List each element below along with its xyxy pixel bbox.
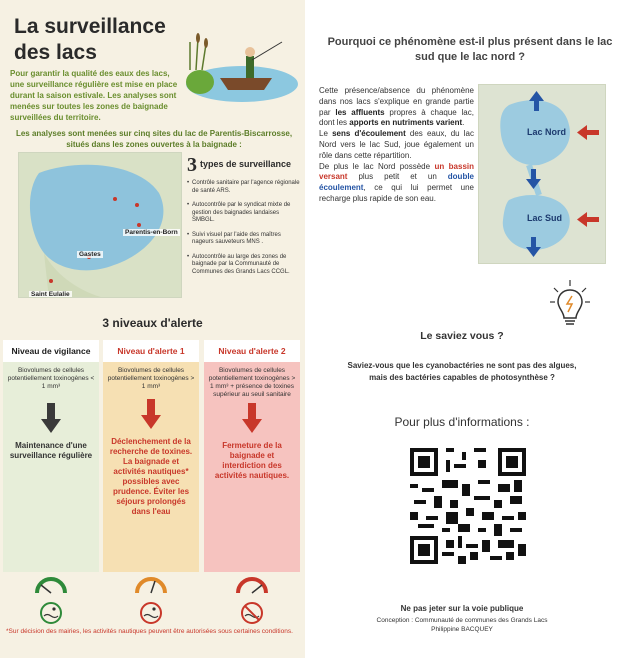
text-fragment: Cette présence/absence du phénomène dans nos lacs s'explique en grande partie par (319, 86, 474, 117)
intro-text: Pour garantir la qualité des eaux des lacs, une surveillance régulière est mise en place durant la saison estivale. Les analyses sont menées sur toutes les zones de baignade surveillées du territoire. (10, 69, 178, 122)
alert-1-icons (103, 573, 199, 627)
level-description: Biovolumes de cellules potentiellement toxinogènes < 1 mm³ (7, 367, 95, 390)
text-fragment: De plus le lac Nord possède (319, 161, 435, 171)
level-vigilance-card (3, 340, 99, 572)
map-label-gastes: Gastes (79, 251, 101, 258)
arrow-down-icon (41, 403, 61, 433)
more-info-title: Pour plus d'informations : (394, 415, 530, 429)
footnote: *Sur décision des mairies, les activités nautiques peuvent être autorisées sous certaines conditions. (6, 628, 293, 635)
level-result: Maintenance d'une surveillance régulière (9, 441, 93, 460)
lakes-flow-map-drawing (479, 85, 606, 264)
lake-map (18, 152, 182, 298)
arrow-down-icon (141, 399, 161, 429)
text-fragment: des eaux, du lac Nord vers le lac Sud, joue également un rôle dans cette répartition. (319, 129, 475, 160)
footer-notice: Ne pas jeter sur la voie publique (400, 604, 524, 613)
lake-map-drawing (19, 153, 182, 298)
list-item: • Suivi visuel par l'aide des maîtres nageurs sauveteurs MNS . (187, 232, 302, 247)
level-result: Déclenchement de la recherche de toxines. La baignade et activités nautiques* possibles avec prudence. Éviter les séjours prolongés dans l'eau (109, 437, 193, 516)
level-description: Biovolumes de cellules potentiellement toxinogènes > 1 mm³ (107, 367, 195, 390)
types-list (187, 180, 302, 283)
explanation-text (319, 86, 474, 205)
map-label-parentis: Parentis-en-Born (125, 229, 178, 236)
left-panel (0, 0, 305, 658)
text-fragment: . (462, 118, 465, 128)
gauge-medium-icon (137, 579, 165, 593)
page-title (14, 14, 166, 66)
level-heading: Niveau de vigilance (3, 340, 99, 362)
swimming-allowed-icon (41, 603, 61, 623)
text-emphasis-red: un bassin versant (319, 161, 475, 182)
list-item: • Autocontrôle par le syndicat mixte de gestion des baignades landaises SMBGL. (187, 202, 302, 225)
level-result: Fermeture de la baignade et interdiction des activités nautiques. (214, 441, 290, 480)
list-item: • Contrôle sanitaire par l'agence régionale de santé ARS. (187, 180, 302, 195)
types-title: types de surveillance (200, 159, 292, 169)
sites-text: Les analyses sont menées sur cinq sites du lac de Parentis-Biscarrosse, situés dans les zones ouvertes à la baignade : (15, 129, 293, 149)
map-label-lac-nord: Lac Nord (527, 127, 567, 137)
gauge-low-icon (37, 579, 65, 593)
map-label-lac-sud: Lac Sud (527, 213, 563, 223)
lightbulb-icon (550, 280, 590, 330)
text-emphasis: apports en nutriments varient (349, 118, 463, 128)
text-fragment: Le (319, 129, 333, 139)
did-you-know-text: Saviez-vous que les cyanobactéries ne sont pas des algues, mais des bactéries capables de photosynthèse ? (347, 361, 577, 382)
arrow-down-icon (242, 403, 262, 433)
types-count: 3 (187, 154, 197, 176)
text-fragment: , ce qui lui permet une recharge plus rapide de son eau. (319, 183, 474, 203)
did-you-know-title: Le saviez vous ? (420, 330, 504, 342)
level-heading: Niveau d'alerte 1 (103, 340, 199, 362)
level-description: Biovolumes de cellules potentiellement toxinogènes > 1 mm³ + présence de toxines supérieur au seuil sanitaire (208, 367, 296, 398)
list-item: • Autocontrôle au large des zones de baignade par la Communauté de Communes des Grands Lacs CCGL. (187, 254, 302, 277)
right-panel (305, 0, 619, 658)
footer-author: Philippine BACQUEY (431, 626, 493, 633)
footer-conception: Conception : Communauté de communes des Grands Lacs (376, 617, 548, 624)
alert-2-icons (204, 573, 300, 627)
types-heading (187, 154, 291, 177)
swimming-forbidden-icon (242, 603, 262, 623)
vigilance-icons (3, 573, 99, 627)
lakes-flow-map (478, 84, 606, 264)
title-line-1: La surveillance (14, 15, 166, 38)
level-alert-2-card (204, 340, 300, 572)
text-fragment: plus petit et un (347, 172, 448, 182)
section-question-title: Pourquoi ce phénomène est-il plus présent dans le lac sud que le lac nord ? (327, 36, 613, 63)
text-fragment: propres à chaque lac, dont les (319, 107, 474, 128)
text-emphasis-blue: double écoulement (319, 172, 474, 193)
gauge-high-icon (238, 579, 266, 593)
map-label-sainte-eulalie: Saint Eulalie (31, 291, 70, 298)
level-heading: Niveau d'alerte 2 (204, 340, 300, 362)
qr-code[interactable] (410, 448, 526, 564)
boat-illustration (180, 30, 300, 106)
alert-levels-title: 3 niveaux d'alerte (102, 316, 203, 330)
swimming-caution-icon (141, 603, 161, 623)
footer-credits (305, 616, 619, 634)
text-emphasis: les affluents (335, 107, 385, 117)
title-line-2: des lacs (14, 41, 97, 64)
text-emphasis: sens d'écoulement (332, 129, 406, 139)
level-alert-1-card (103, 340, 199, 572)
